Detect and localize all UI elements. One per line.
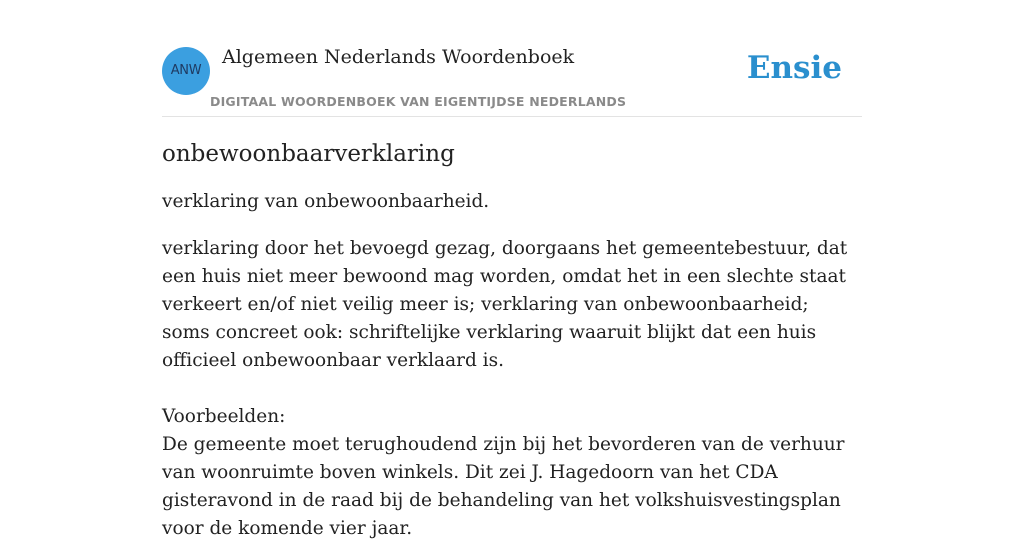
ensie-brand-logo[interactable]: Ensie <box>746 50 842 86</box>
example-text: De gemeente moet terughoudend zijn bij het bevorderen van de verhuur van woonruimte boven winkels. Dit zei J. Hagedoorn van het CDA gisteravond in de raad bij de behandeling van het volkshuisvestingsplan voor de komende vier jaar. <box>162 434 845 539</box>
site-subtitle: DIGITAAL WOORDENBOEK VAN EIGENTIJDSE NEDERLANDS <box>210 94 627 109</box>
dictionary-entry <box>162 138 862 543</box>
examples-label: Voorbeelden: <box>162 406 286 427</box>
long-definition: verklaring door het bevoegd gezag, doorgaans het gemeentebestuur, dat een huis niet meer bewoond mag worden, omdat het in een slechte staat verkeert en/of niet veilig meer is; verklaring van onbewoonbaarheid; soms concreet ook: schriftelijke verklaring waaruit blijkt dat een huis officieel onbewoonbaar verklaard is. <box>162 238 848 371</box>
examples-section <box>162 403 862 543</box>
short-definition: verklaring van onbewoonbaarheid. <box>162 191 490 212</box>
site-title[interactable]: Algemeen Nederlands Woordenboek <box>222 46 575 68</box>
anw-logo[interactable]: ANW <box>162 47 210 95</box>
site-header <box>162 40 862 117</box>
entry-headword: onbewoonbaarverklaring <box>162 141 455 167</box>
